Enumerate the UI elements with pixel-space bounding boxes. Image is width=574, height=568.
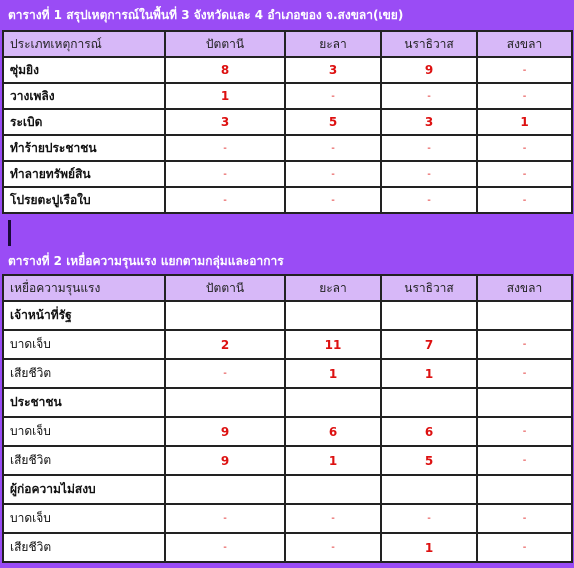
value-cell: 9	[381, 57, 477, 83]
value-cell: -	[477, 330, 572, 359]
table-row	[3, 57, 572, 83]
value-cell	[477, 301, 572, 330]
column-header: สงขลา	[477, 31, 572, 57]
value-cell: 5	[381, 446, 477, 475]
value-cell: -	[285, 161, 381, 187]
column-header: สงขลา	[477, 275, 572, 301]
row-label: ประชาชน	[3, 388, 165, 417]
value-cell: 1	[381, 359, 477, 388]
value-cell: 5	[285, 109, 381, 135]
value-cell	[285, 301, 381, 330]
value-cell: 3	[285, 57, 381, 83]
row-label: บาดเจ็บ	[3, 330, 165, 359]
value-cell: -	[165, 187, 285, 213]
value-cell: -	[477, 359, 572, 388]
column-header: ปัตตานี	[165, 275, 285, 301]
value-cell: -	[477, 504, 572, 533]
row-label: ผู้ก่อความไม่สงบ	[3, 475, 165, 504]
table-row	[3, 83, 572, 109]
row-label: บาดเจ็บ	[3, 504, 165, 533]
column-header: ประเภทเหตุการณ์	[3, 31, 165, 57]
value-cell: 3	[381, 109, 477, 135]
section-divider	[8, 220, 11, 246]
table-row	[3, 359, 572, 388]
row-label: ทำร้ายประชาชน	[3, 135, 165, 161]
events-table	[2, 30, 573, 214]
value-cell	[165, 301, 285, 330]
table-row	[3, 388, 572, 417]
value-cell: 9	[165, 446, 285, 475]
table-row	[3, 161, 572, 187]
table-row	[3, 446, 572, 475]
value-cell: -	[477, 57, 572, 83]
value-cell	[381, 301, 477, 330]
row-label: เสียชีวิต	[3, 533, 165, 562]
value-cell: -	[165, 533, 285, 562]
value-cell: -	[381, 161, 477, 187]
value-cell: 8	[165, 57, 285, 83]
row-label: ซุ่มยิง	[3, 57, 165, 83]
value-cell: -	[381, 187, 477, 213]
row-label: บาดเจ็บ	[3, 417, 165, 446]
column-header: เหยื่อความรุนแรง	[3, 275, 165, 301]
table-row	[3, 330, 572, 359]
column-header: ปัตตานี	[165, 31, 285, 57]
value-cell: 6	[285, 417, 381, 446]
value-cell: 1	[477, 109, 572, 135]
value-cell: -	[165, 161, 285, 187]
value-cell: -	[477, 135, 572, 161]
value-cell: -	[285, 504, 381, 533]
value-cell: 3	[165, 109, 285, 135]
value-cell: 6	[381, 417, 477, 446]
table-row	[3, 135, 572, 161]
value-cell: -	[285, 83, 381, 109]
column-header: ยะลา	[285, 31, 381, 57]
value-cell: -	[165, 504, 285, 533]
value-cell: 1	[285, 359, 381, 388]
table-row	[3, 301, 572, 330]
table-header-row	[3, 275, 572, 301]
row-label: วางเพลิง	[3, 83, 165, 109]
value-cell: 2	[165, 330, 285, 359]
row-label: เสียชีวิต	[3, 446, 165, 475]
table-row	[3, 475, 572, 504]
value-cell: -	[477, 161, 572, 187]
table-row	[3, 417, 572, 446]
value-cell: 9	[165, 417, 285, 446]
value-cell	[381, 388, 477, 417]
row-label: เสียชีวิต	[3, 359, 165, 388]
value-cell: -	[165, 359, 285, 388]
table-row	[3, 187, 572, 213]
table-header-row	[3, 31, 572, 57]
value-cell: -	[477, 83, 572, 109]
value-cell: -	[381, 83, 477, 109]
column-header: นราธิวาส	[381, 275, 477, 301]
value-cell: -	[285, 533, 381, 562]
column-header: นราธิวาส	[381, 31, 477, 57]
value-cell: -	[477, 417, 572, 446]
value-cell: -	[381, 135, 477, 161]
victims-table	[2, 274, 573, 563]
row-label: เจ้าหน้าที่รัฐ	[3, 301, 165, 330]
value-cell: -	[477, 446, 572, 475]
value-cell: -	[477, 533, 572, 562]
value-cell: 1	[381, 533, 477, 562]
value-cell: -	[285, 135, 381, 161]
value-cell: 7	[381, 330, 477, 359]
value-cell: -	[477, 187, 572, 213]
row-label: ทำลายทรัพย์สิน	[3, 161, 165, 187]
value-cell	[285, 388, 381, 417]
table-row	[3, 504, 572, 533]
value-cell	[285, 475, 381, 504]
value-cell	[381, 475, 477, 504]
column-header: ยะลา	[285, 275, 381, 301]
table-row	[3, 533, 572, 562]
value-cell	[165, 388, 285, 417]
table1-caption: ตารางที่ 1 สรุปเหตุการณ์ในพื้นที่ 3 จังหวัดและ 4 อำเภอของ จ.สงขลา(เขย)	[8, 8, 404, 22]
table2-caption: ตารางที่ 2 เหยื่อความรุนแรง แยกตามกลุ่มและอาการ	[8, 254, 284, 268]
value-cell	[165, 475, 285, 504]
table-row	[3, 109, 572, 135]
value-cell: 11	[285, 330, 381, 359]
row-label: ระเบิด	[3, 109, 165, 135]
value-cell: -	[381, 504, 477, 533]
value-cell	[477, 388, 572, 417]
value-cell: 1	[165, 83, 285, 109]
value-cell	[477, 475, 572, 504]
row-label: โปรยตะปูเรือใบ	[3, 187, 165, 213]
value-cell: 1	[285, 446, 381, 475]
value-cell: -	[165, 135, 285, 161]
value-cell: -	[285, 187, 381, 213]
